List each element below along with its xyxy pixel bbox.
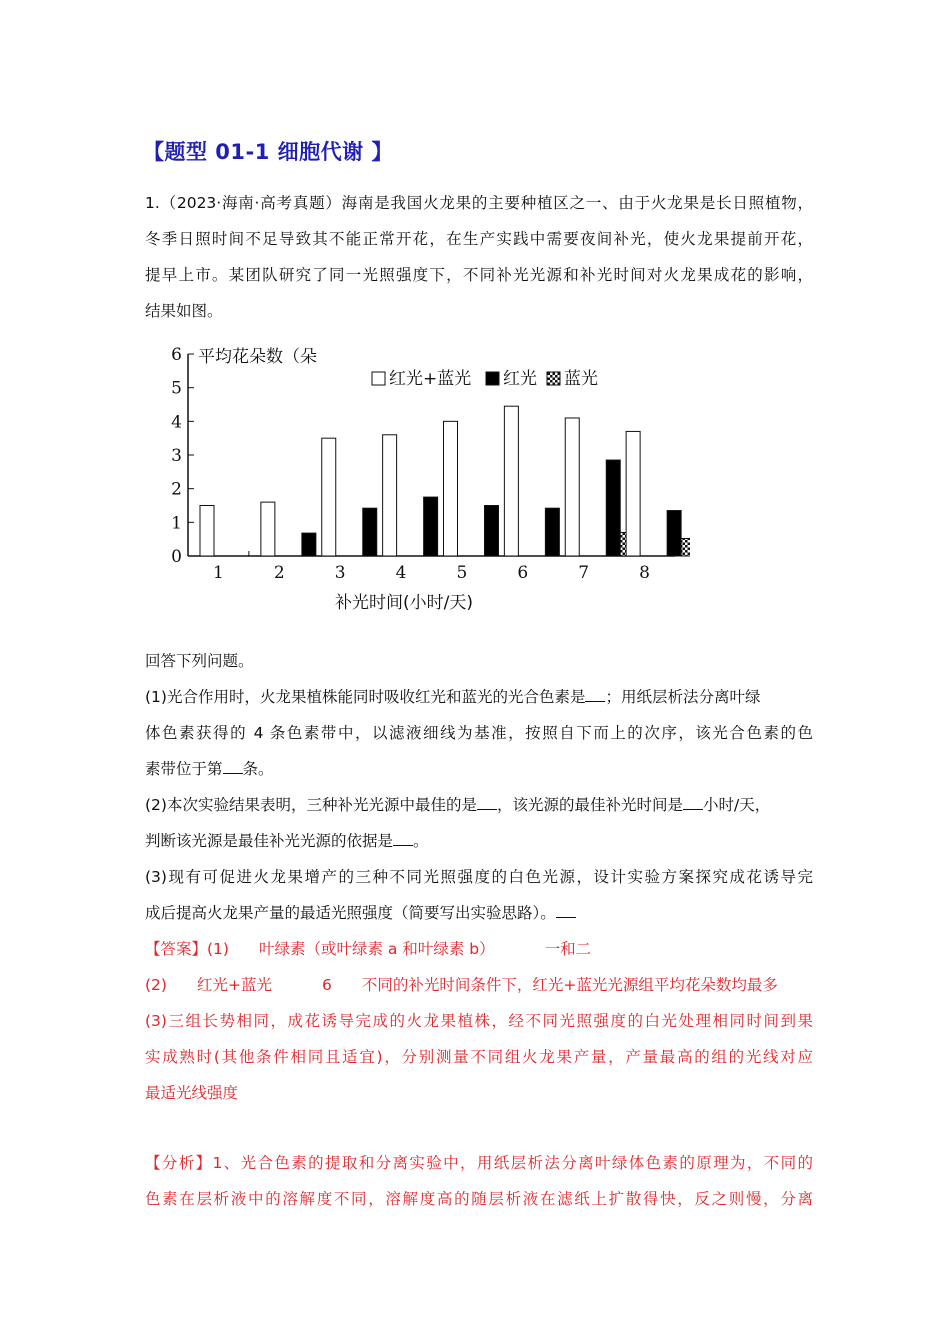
chart-y-tick-label: 5: [171, 378, 182, 399]
chart-y-tick-label: 3: [171, 446, 182, 466]
sub-question-3: (3)现有可促进火龙果增产的三种不同光照强度的白色光源，设计实验方案探究成花诱导完: [145, 868, 813, 886]
chart-y-tick-label: 4: [171, 412, 182, 433]
chart-bar: [504, 406, 518, 556]
answer-line-3: (3)三组长势相同，成花诱导完成的火龙果植株，经不同光照强度的白光处理相同时间到果: [145, 1012, 813, 1030]
chart-bar: [565, 418, 579, 556]
chart-bar: [383, 435, 397, 556]
chart-bar: [363, 508, 377, 556]
question-line: 冬季日照时间不足导致其不能正常开花，在生产实践中需要夜间补光，使火龙果提前开花，: [145, 230, 813, 248]
analysis-block: [145, 1145, 813, 1217]
chart-y-axis-label: 平均花朵数（朵: [198, 347, 317, 367]
chart-x-tick-label: 8: [639, 563, 650, 583]
chart-bar: [626, 431, 640, 556]
sub-question-1-cont: 体色素获得的 4 条色素带中，以滤液细线为基准，按照自下而上的次序，该光合色素的色: [145, 724, 813, 742]
sub-question-2-end: 判断该光源是最佳补光光源的依据是 。: [145, 832, 429, 850]
answer-line-3: 最适光线强度: [145, 1084, 239, 1102]
question-line: 1.（2023·海南·高考真题）海南是我国火龙果的主要种植区之一、由于火龙果是长日照植物，: [145, 194, 813, 212]
sub-question-3-end: 成后提高火龙果产量的最适光照强度（简要写出实验思路）。: [145, 895, 813, 931]
answer-line-2: (2) 红光+蓝光 6 不同的补光时间条件下，红光+蓝光光源组平均花朵数均最多: [145, 976, 778, 994]
bar-chart: [160, 340, 690, 620]
answer-blank[interactable]: [585, 687, 605, 702]
answer-line-3: 实成熟时(其他条件相同且适宜)，分别测量不同组火龙果产量，产量最高的组的光线对应: [145, 1048, 813, 1066]
chart-y-tick-label: 0: [171, 547, 182, 567]
chart-bars: [200, 406, 690, 556]
chart-bar: [302, 533, 316, 556]
chart-legend-label: 蓝光: [564, 369, 598, 389]
chart-x-tick-label: 7: [578, 563, 590, 583]
chart-legend-label: 红光+蓝光: [389, 369, 472, 389]
chart-x-tick-label: 5: [456, 563, 468, 583]
chart-bar: [424, 497, 438, 556]
sub-question-2: (2)本次实验结果表明，三种补光光源中最佳的是 ，该光源的最佳补光时间是 小时/天，: [145, 796, 771, 814]
analysis-line: 色素在层析液中的溶解度不同，溶解度高的随层析液在滤纸上扩散得快，反之则慢，分离: [145, 1190, 813, 1208]
answer-blank[interactable]: [477, 795, 497, 810]
sub-question-1: (1)光合作用时，火龙果植株能同时吸收红光和蓝光的光合色素是 ；用纸层析法分离叶绿: [145, 688, 761, 706]
chart-x-tick-label: 6: [517, 563, 529, 583]
chart-bar: [606, 460, 620, 556]
section-heading: 【题型 01-1 细胞代谢 】: [143, 140, 393, 164]
answer-blank[interactable]: [223, 759, 243, 774]
chart-legend-swatch: [486, 372, 499, 385]
chart-legend-label: 红光: [503, 369, 537, 389]
chart-x-axis-label: 补光时间(小时/天): [335, 593, 473, 613]
questions-block: [145, 643, 813, 1111]
chart-y-tick-label: 6: [171, 345, 182, 365]
chart-legend-swatch: [372, 372, 385, 385]
chart-bar: [322, 438, 336, 556]
chart-legend-swatch: [547, 372, 560, 385]
answer-blank[interactable]: [393, 831, 413, 846]
chart-x-tick-label: 1: [213, 563, 224, 583]
chart-x-tick-label: 4: [395, 563, 407, 583]
question-line: 提早上市。某团队研究了同一光照强度下，不同补光光源和补光时间对火龙果成花的影响，: [145, 266, 813, 284]
chart-y-tick-label: 2: [171, 479, 182, 500]
chart-bar: [545, 508, 559, 556]
chart-bar: [444, 421, 458, 556]
sub-question-1-end: 素带位于第 条。: [145, 760, 274, 778]
chart-x-tick-label: 2: [273, 563, 285, 583]
chart-bar: [485, 506, 499, 557]
analysis-line: 【分析】1、光合色素的提取和分离实验中，用纸层析法分离叶绿体色素的原理为，不同的: [145, 1154, 813, 1172]
chart-bar: [200, 506, 214, 557]
chart-bar: [667, 511, 681, 556]
answer-blank[interactable]: [683, 795, 703, 810]
chart-y-tick-label: 1: [171, 513, 182, 534]
question-line: 结果如图。: [145, 302, 223, 320]
chart-x-tick-label: 3: [334, 563, 346, 583]
chart-bar: [261, 502, 275, 556]
question-stem: [145, 185, 813, 329]
chart-bar: [681, 538, 690, 556]
chart-legend: [372, 368, 598, 389]
answer-blank[interactable]: [556, 903, 576, 918]
answer-line-1: 【答案】(1) 叶绿素（或叶绿素 a 和叶绿素 b） 一和二: [145, 940, 592, 958]
prompt-text: 回答下列问题。: [145, 652, 254, 670]
